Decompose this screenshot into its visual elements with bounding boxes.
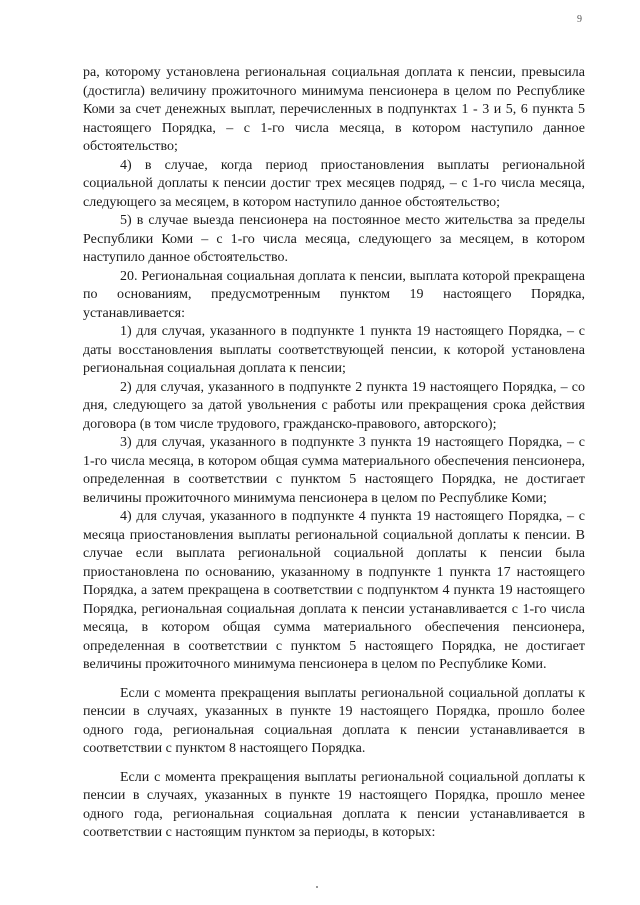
paragraph-less-than-year: Если с момента прекращения выплаты региональной социальной доплаты к пенсии в случаях, указанных в пункте 19 настоящего Порядка, прошло менее одного года, региональная социальная доплата к пенсии устанавливается в соответствии с настоящим пунктом за периоды, в которых: bbox=[83, 769, 585, 840]
paragraph-continuation: ра, которому установлена региональная социальная доплата к пенсии, превысила (достигла) величину прожиточного минимума пенсионера в целом по Республике Коми за счет денежных выплат, перечисленных в подпунктах 1 - 3 и 5, 6 пункта 5 настоящего Порядка, – с 1-го числа месяца, в котором наступило данное обстоятельство; bbox=[83, 65, 585, 154]
paragraph-subitem-4b: 4) для случая, указанного в подпункте 4 пункта 19 настоящего Порядка, – с месяца приостановления выплаты региональной социальной доплаты к пенсии. В случае если выплата региональной социальной доплаты к пенсии была приостановлена по основанию, указанному в подпункте 1 пункта 17 настоящего Порядка, а затем прекращена в соответствии с подпунктом 4 пункта 19 настоящего Порядка, региональная социальная доплата к пенсии устанавливается с 1-го числа месяца, в котором общая сумма материального обеспечения пенсионера, определенная в соответствии с пунктом 5 настоящего Порядка, не достигает величины прожиточного минимума пенсионера в целом по Республике Коми. bbox=[83, 509, 585, 672]
paragraph-subitem-3: 3) для случая, указанного в подпункте 3 пункта 19 настоящего Порядка, – с 1-го числа месяца, в котором общая сумма материального обеспечения пенсионера, определенная в соответствии с пунктом 5 настоящего Порядка, не достигает величины прожиточного минимума пенсионера в целом по Республике Коми; bbox=[83, 435, 585, 506]
document-body bbox=[83, 64, 585, 843]
page-number: 9 bbox=[577, 14, 582, 25]
footer-dot bbox=[316, 886, 318, 888]
paragraph-subitem-5: 5) в случае выезда пенсионера на постоянное место жительства за пределы Республики Коми – с 1-го числа месяца, следующего за месяцем, в котором наступило данное обстоятельство. bbox=[83, 213, 585, 265]
paragraph-subitem-4: 4) в случае, когда период приостановления выплаты региональной социальной доплаты к пенсии достиг трех месяцев подряд, – с 1-го числа месяца, следующего за месяцем, в котором наступило данное обстоятельство; bbox=[83, 157, 585, 210]
paragraph-more-than-year: Если с момента прекращения выплаты региональной социальной доплаты к пенсии в случаях, указанных в пункте 19 настоящего Порядка, прошло более одного года, региональная социальная доплата к пенсии устанавливается в соответствии с пунктом 8 настоящего Порядка. bbox=[83, 685, 585, 756]
paragraph-subitem-2: 2) для случая, указанного в подпункте 2 пункта 19 настоящего Порядка, – со дня, следующего за датой увольнения с работы или прекращения срока действия договора (в том числе трудового, гражданско-правового, авторского); bbox=[83, 379, 585, 432]
paragraph-item-20: 20. Региональная социальная доплата к пенсии, выплата которой прекращена по основаниям, предусмотренным пунктом 19 настоящего Порядка, устанавливается: bbox=[83, 268, 585, 321]
paragraph-subitem-1: 1) для случая, указанного в подпункте 1 пункта 19 настоящего Порядка, – с даты восстановления выплаты соответствующей пенсии, к которой установлена региональная социальная доплата к пенсии; bbox=[83, 324, 585, 376]
